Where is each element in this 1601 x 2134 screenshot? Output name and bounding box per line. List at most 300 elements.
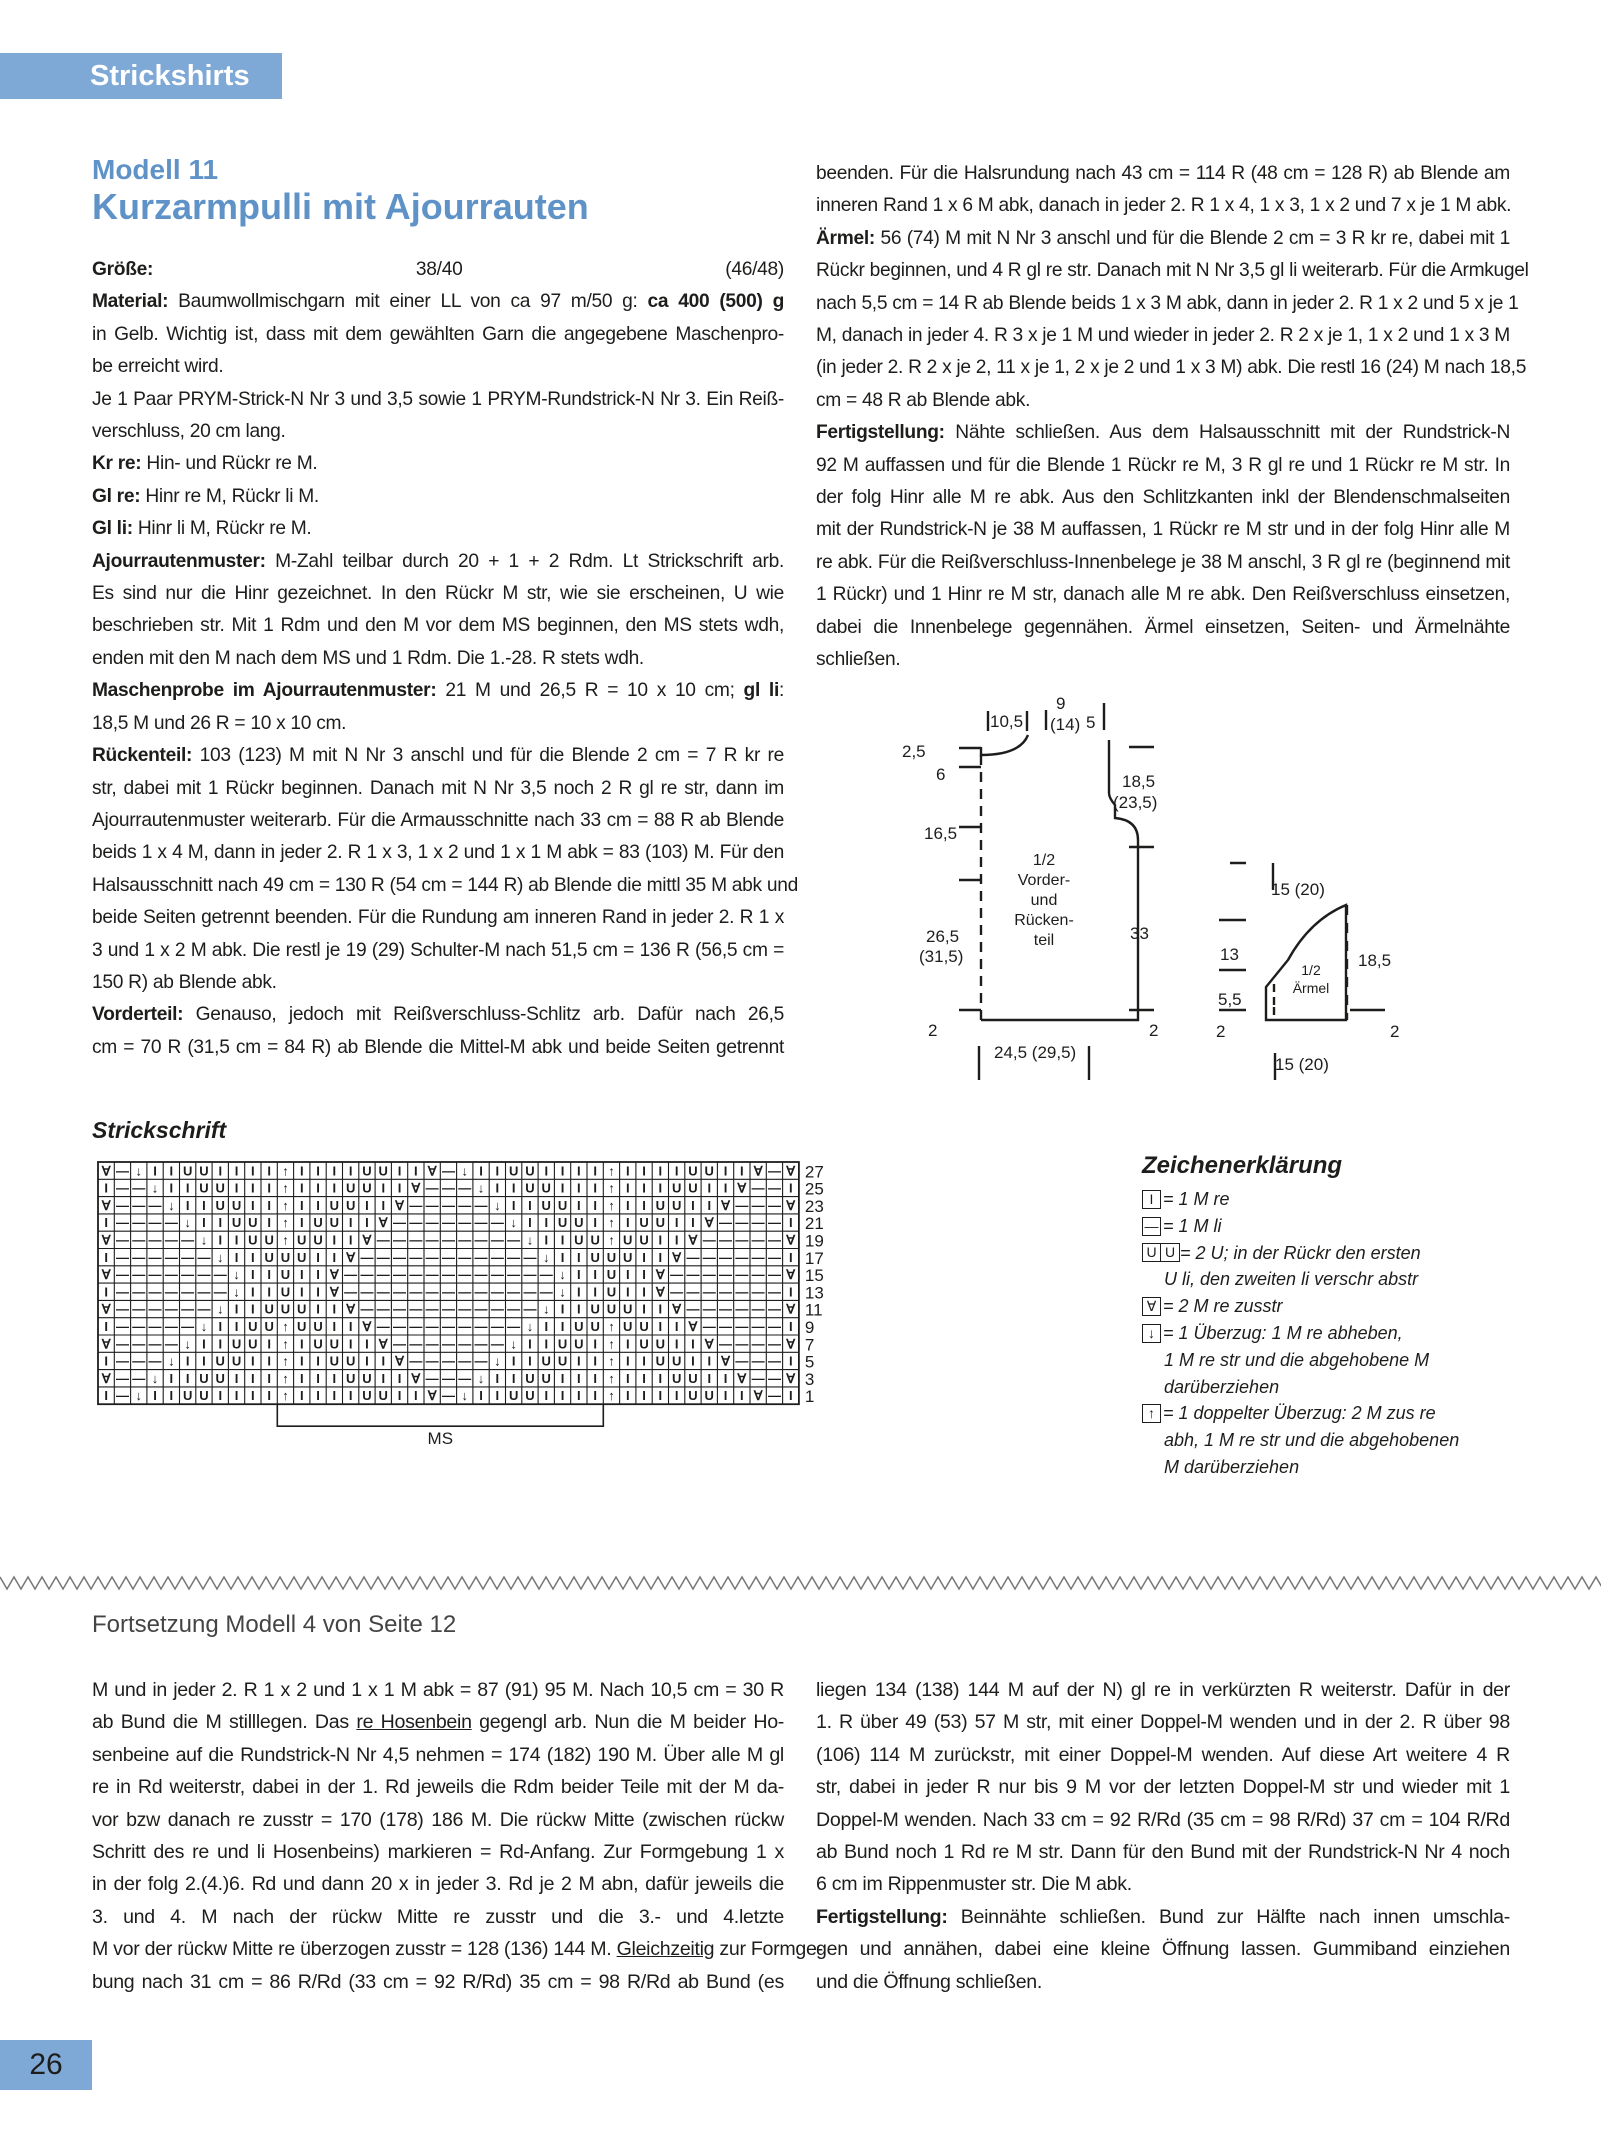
chart-stitch-symbol: ↓	[184, 1215, 191, 1231]
chart-stitch-symbol: I	[479, 1388, 483, 1404]
chart-stitch-symbol: —	[360, 1267, 374, 1283]
chart-stitch-symbol: I	[169, 1180, 174, 1196]
text-line: Fertigstellung: Beinnähte schließen. Bund zur Hälfte nach innen umschla-	[816, 1905, 1510, 1928]
chart-stitch-symbol: I	[625, 1180, 630, 1196]
chart-stitch-symbol: ↓	[477, 1370, 485, 1386]
chart-stitch-symbol: ∀	[655, 1267, 665, 1283]
chart-stitch-symbol: ∀	[329, 1284, 339, 1300]
chart-stitch-symbol: —	[441, 1336, 455, 1352]
dim-6: 6	[936, 765, 946, 784]
text-line: cm = 70 R (31,5 cm = 84 R) ab Blende die Mittel-M abk und beide Seiten getrennt	[92, 1036, 784, 1058]
chart-stitch-symbol: I	[577, 1388, 581, 1404]
chart-stitch-symbol: I	[365, 1197, 369, 1213]
chart-stitch-symbol: ↓	[526, 1232, 534, 1248]
chart-stitch-symbol: I	[267, 1163, 271, 1179]
chart-stitch-symbol: —	[164, 1267, 178, 1283]
chart-stitch-symbol: U	[525, 1388, 535, 1404]
chart-stitch-symbol: ↓	[151, 1180, 159, 1196]
chart-stitch-symbol: —	[132, 1301, 146, 1317]
chart-stitch-symbol: I	[169, 1388, 174, 1404]
chart-row-number: 11	[804, 1300, 823, 1320]
chart-stitch-symbol: ∀	[101, 1336, 111, 1352]
chart-stitch-symbol: U	[541, 1353, 551, 1369]
chart-stitch-symbol: I	[267, 1215, 271, 1231]
chart-stitch-symbol: —	[751, 1353, 765, 1369]
chart-stitch-symbol: I	[593, 1197, 597, 1213]
chart-stitch-symbol: —	[164, 1336, 178, 1352]
chart-stitch-symbol: U	[362, 1370, 372, 1386]
dim-13: 13	[1220, 945, 1239, 964]
chart-stitch-symbol: U	[280, 1249, 291, 1265]
chart-stitch-symbol: —	[148, 1267, 162, 1283]
chart-row-number: 15	[804, 1266, 824, 1286]
chart-stitch-symbol: —	[148, 1215, 162, 1231]
dim-2-5: 2,5	[902, 742, 926, 761]
chart-stitch-symbol: I	[625, 1267, 630, 1283]
chart-stitch-symbol: I	[593, 1180, 597, 1196]
chart-stitch-symbol: —	[115, 1301, 129, 1317]
chart-stitch-symbol: I	[560, 1249, 565, 1265]
chart-stitch-symbol: U	[639, 1232, 649, 1248]
chart-stitch-symbol: I	[691, 1336, 695, 1352]
legend-item: ∀ = 2 M re zusstr	[1142, 1293, 1562, 1320]
chart-stitch-symbol: ↓	[200, 1319, 208, 1334]
chart-stitch-symbol: I	[381, 1197, 386, 1213]
chart-stitch-symbol: U	[623, 1232, 633, 1248]
chart-stitch-symbol: U	[688, 1163, 698, 1179]
chart-stitch-symbol: I	[707, 1370, 712, 1386]
chart-row-number: 25	[804, 1179, 824, 1199]
chart-stitch-symbol: U	[671, 1197, 682, 1213]
chart-stitch-symbol: I	[234, 1301, 239, 1317]
chart-stitch-symbol: —	[148, 1249, 162, 1265]
continuation-heading: Fortsetzung Modell 4 von Seite 12	[92, 1611, 457, 1638]
chart-stitch-symbol: ↑	[282, 1353, 289, 1369]
text-line: Rückr beginnen, und 4 R gl re str. Danach mit N Nr 3,5 gl li weiterarb. Für die Armkugel	[816, 260, 1529, 282]
chart-stitch-symbol: U	[590, 1232, 600, 1248]
knitting-chart	[96, 1160, 1076, 1520]
chart-stitch-symbol: ∀	[101, 1267, 111, 1283]
chart-stitch-symbol: U	[231, 1197, 242, 1213]
chart-stitch-symbol: U	[557, 1197, 568, 1213]
chart-stitch-symbol: U	[248, 1319, 258, 1334]
chart-stitch-symbol: I	[169, 1370, 174, 1386]
chart-stitch-symbol: I	[299, 1388, 304, 1404]
body-label-2: Vorder-	[1017, 872, 1071, 889]
chart-stitch-symbol: I	[267, 1197, 271, 1213]
chart-stitch-symbol: U	[345, 1197, 356, 1213]
chart-stitch-symbol: ↓	[233, 1267, 240, 1283]
chart-stitch-symbol: I	[625, 1197, 630, 1213]
text-line: cm = 48 R ab Blende abk.	[816, 389, 1031, 411]
chart-stitch-symbol: —	[376, 1267, 390, 1283]
text-line: Maschenprobe im Ajourrautenmuster: 21 M und 26,5 R = 10 x 10 cm; gl li:	[92, 680, 785, 702]
dim-body-bottom: 24,5 (29,5)	[994, 1043, 1077, 1062]
chart-stitch-symbol: —	[197, 1301, 211, 1317]
chart-stitch-symbol: —	[181, 1232, 195, 1248]
dim-body-right-2: 2	[1149, 1021, 1159, 1040]
chart-stitch-symbol: U	[688, 1370, 698, 1386]
chart-stitch-symbol: I	[707, 1180, 712, 1196]
chart-stitch-symbol: —	[458, 1249, 472, 1265]
text-line: M, danach in jeder 4. R 3 x je 1 M und wieder in jeder 2. R 2 x je 1, 1 x 2 und 1 x 3 M	[816, 325, 1510, 347]
text-line: enden mit den M nach dem MS und 1 Rdm. Die 1.-28. R stets wdh.	[92, 647, 644, 669]
chart-stitch-symbol: U	[362, 1163, 372, 1179]
chart-stitch-symbol: I	[104, 1284, 108, 1300]
text-line: senbeine auf die Rundstrick-N Nr 4,5 nehmen = 174 (182) 190 M. Über alle M gl	[92, 1743, 784, 1766]
chart-stitch-symbol: I	[316, 1301, 320, 1317]
chart-stitch-symbol: —	[474, 1232, 488, 1248]
chart-stitch-symbol: I	[642, 1180, 646, 1196]
text-line: Es sind nur die Hinr gezeichnet. In den Rückr M str, wie sie erscheinen, U wie	[92, 583, 784, 605]
chart-stitch-symbol: I	[691, 1353, 695, 1369]
chart-stitch-symbol: —	[393, 1301, 407, 1317]
chart-stitch-symbol: I	[577, 1301, 581, 1317]
chart-stitch-symbol: ∀	[688, 1232, 698, 1248]
chart-stitch-symbol: —	[132, 1267, 146, 1283]
text-line: Gl re: Hinr re M, Rückr li M.	[92, 485, 319, 507]
chart-stitch-symbol: ↑	[608, 1232, 615, 1248]
chart-stitch-symbol: ∀	[427, 1163, 437, 1179]
chart-stitch-symbol: ∀	[737, 1180, 747, 1196]
chart-stitch-symbol: ↑	[282, 1180, 289, 1196]
text-line: nach 5,5 cm = 14 R ab Blende beids 1 x 3 M abk, dann in jeder 2. R 1 x 2 und 5 x je 1	[816, 292, 1519, 314]
chart-stitch-symbol: —	[474, 1284, 488, 1300]
chart-stitch-symbol: U	[215, 1197, 225, 1213]
chart-stitch-symbol: I	[299, 1267, 304, 1283]
chart-stitch-symbol: ∀	[672, 1301, 682, 1317]
chart-stitch-symbol: I	[658, 1232, 663, 1248]
chart-stitch-symbol: ∀	[395, 1353, 405, 1369]
text-line: vor bzw danach re zusstr = 170 (178) 186 M. Die rückw Mitte (zwischen rückw	[92, 1808, 784, 1831]
chart-stitch-symbol: I	[316, 1180, 320, 1196]
chart-stitch-symbol: U	[671, 1180, 682, 1196]
chart-stitch-symbol: U	[590, 1249, 600, 1265]
legend-symbol-icon: ∀	[1142, 1297, 1161, 1316]
text-line: 92 M auffassen und für die Blende 1 Rückr re M, 3 R gl re und 1 Rückr re M str. In	[816, 454, 1510, 476]
chart-stitch-symbol: —	[735, 1249, 749, 1265]
chart-stitch-symbol: —	[702, 1319, 716, 1334]
chart-stitch-symbol: I	[397, 1163, 402, 1179]
chart-stitch-symbol: I	[153, 1388, 157, 1404]
chart-stitch-symbol: I	[348, 1215, 353, 1231]
chart-stitch-symbol: I	[299, 1336, 304, 1352]
chart-stitch-symbol: I	[414, 1163, 418, 1179]
legend-item-continuation: 1 M re str und die abgehobene M	[1164, 1349, 1430, 1370]
chart-stitch-symbol: I	[218, 1232, 223, 1248]
chart-stitch-symbol: ∀	[672, 1249, 682, 1265]
chart-stitch-symbol: ↓	[151, 1370, 159, 1386]
chart-stitch-symbol: ↓	[461, 1388, 468, 1404]
chart-stitch-symbol: I	[560, 1180, 565, 1196]
chart-stitch-symbol: ∀	[378, 1215, 388, 1231]
chart-stitch-symbol: U	[378, 1163, 388, 1179]
chart-stitch-symbol: —	[148, 1197, 162, 1213]
chart-stitch-symbol: I	[511, 1197, 516, 1213]
chart-stitch-symbol: ∀	[786, 1197, 796, 1213]
chart-stitch-symbol: I	[511, 1180, 516, 1196]
chart-stitch-symbol: ∀	[101, 1301, 111, 1317]
chart-stitch-symbol: U	[688, 1180, 698, 1196]
chart-stitch-symbol: ∀	[786, 1163, 796, 1179]
chart-stitch-symbol: I	[185, 1197, 190, 1213]
chart-stitch-symbol: I	[691, 1197, 695, 1213]
chart-stitch-symbol: —	[523, 1249, 537, 1265]
chart-stitch-symbol: U	[639, 1319, 649, 1334]
chart-stitch-symbol: —	[164, 1319, 178, 1334]
chart-stitch-symbol: —	[132, 1336, 146, 1352]
chart-stitch-symbol: I	[642, 1249, 646, 1265]
chart-row-number: 13	[804, 1283, 824, 1303]
chart-stitch-symbol: I	[348, 1232, 353, 1248]
chart-stitch-symbol: I	[577, 1249, 581, 1265]
chart-stitch-symbol: —	[132, 1353, 146, 1369]
chart-stitch-symbol: U	[215, 1180, 225, 1196]
chart-stitch-symbol: I	[397, 1180, 402, 1196]
text-line: str, dabei in jeder R nur bis 9 M vor der letzten Doppel-M str und wieder mit 1	[816, 1776, 1510, 1799]
chart-stitch-symbol: I	[299, 1370, 304, 1386]
chart-stitch-symbol: ↓	[184, 1336, 191, 1352]
chart-stitch-symbol: ∀	[101, 1370, 111, 1386]
text-line: schließen.	[816, 649, 901, 671]
size-schematic	[880, 680, 1440, 1100]
chart-stitch-symbol: U	[688, 1388, 698, 1404]
chart-stitch-symbol: —	[441, 1370, 455, 1386]
chart-stitch-symbol: —	[115, 1319, 129, 1334]
chart-stitch-symbol: U	[264, 1232, 274, 1248]
chart-stitch-symbol: —	[132, 1232, 146, 1248]
chart-stitch-symbol: —	[425, 1301, 439, 1317]
chart-stitch-symbol: I	[104, 1215, 108, 1231]
chart-stitch-symbol: ↓	[559, 1284, 566, 1300]
chart-stitch-symbol: —	[441, 1197, 455, 1213]
chart-stitch-symbol: —	[148, 1353, 162, 1369]
chart-stitch-symbol: I	[642, 1284, 646, 1300]
sleeve-label-1: 1/2	[1301, 962, 1321, 978]
chart-stitch-symbol: —	[735, 1232, 749, 1248]
legend-item-continuation: M darüberziehen	[1164, 1456, 1300, 1477]
body-label-5: teil	[1033, 932, 1055, 949]
chart-stitch-symbol: —	[213, 1284, 227, 1300]
chart-stitch-symbol: —	[213, 1267, 227, 1283]
chart-stitch-symbol: I	[528, 1353, 532, 1369]
dim-sleeve-left-2: 2	[1216, 1022, 1226, 1041]
chart-stitch-symbol: ↑	[608, 1163, 615, 1179]
chart-stitch-symbol: I	[642, 1301, 646, 1317]
chart-stitch-symbol: —	[751, 1197, 765, 1213]
chart-stitch-symbol: I	[560, 1163, 565, 1179]
chart-stitch-symbol: —	[409, 1319, 423, 1334]
chart-stitch-symbol: ↓	[510, 1336, 517, 1352]
chart-stitch-symbol: I	[625, 1163, 630, 1179]
chart-stitch-symbol: ∀	[395, 1197, 405, 1213]
chart-stitch-symbol: U	[280, 1284, 291, 1300]
chart-stitch-symbol: ∀	[101, 1163, 111, 1179]
chart-stitch-symbol: ∀	[688, 1319, 698, 1334]
chart-stitch-symbol: I	[577, 1353, 581, 1369]
chart-stitch-symbol: I	[299, 1353, 304, 1369]
chart-stitch-symbol: —	[719, 1232, 733, 1248]
text-line: Je 1 Paar PRYM-Strick-N Nr 3 und 3,5 sowie 1 PRYM-Rundstrick-N Nr 3. Ein Reiß-	[92, 388, 784, 410]
dim-14: (14)	[1050, 715, 1081, 734]
chart-stitch-symbol: —	[164, 1232, 178, 1248]
chart-stitch-symbol: I	[234, 1163, 239, 1179]
chart-stitch-symbol: —	[751, 1249, 765, 1265]
chart-stitch-symbol: U	[557, 1336, 568, 1352]
chart-stitch-symbol: I	[642, 1267, 646, 1283]
chart-stitch-symbol: U	[199, 1180, 209, 1196]
chart-stitch-symbol: I	[234, 1319, 239, 1334]
chart-stitch-symbol: ↑	[608, 1336, 615, 1352]
chart-stitch-symbol: —	[409, 1232, 423, 1248]
chart-stitch-symbol: I	[251, 1353, 255, 1369]
chart-stitch-symbol: —	[686, 1249, 700, 1265]
chart-stitch-symbol: —	[490, 1319, 504, 1334]
chart-stitch-symbol: —	[181, 1319, 195, 1334]
chart-stitch-symbol: I	[544, 1336, 549, 1352]
chart-row-number: 17	[804, 1248, 824, 1268]
chart-stitch-symbol: ↑	[282, 1319, 289, 1334]
chart-stitch-symbol: U	[297, 1301, 307, 1317]
chart-stitch-symbol: U	[525, 1370, 535, 1386]
chart-stitch-symbol: —	[458, 1215, 472, 1231]
chart-stitch-symbol: —	[490, 1215, 504, 1231]
chart-stitch-symbol: —	[115, 1370, 129, 1386]
chart-stitch-symbol: —	[132, 1180, 146, 1196]
chart-stitch-symbol: I	[316, 1370, 320, 1386]
chart-stitch-symbol: ∀	[346, 1249, 356, 1265]
chart-stitch-symbol: —	[393, 1249, 407, 1265]
chart-stitch-symbol: —	[702, 1284, 716, 1300]
chart-stitch-symbol: —	[474, 1353, 488, 1369]
chart-stitch-symbol: I	[658, 1388, 663, 1404]
chart-stitch-symbol: I	[625, 1215, 630, 1231]
chart-stitch-symbol: —	[393, 1319, 407, 1334]
chart-stitch-symbol: I	[251, 1249, 255, 1265]
text-line: 1 Rückr) und 1 Hinr re M str, danach alle M re abk. Den Reißverschluss einsetzen,	[816, 584, 1510, 606]
chart-stitch-symbol: U	[264, 1249, 274, 1265]
chart-stitch-symbol: U	[590, 1301, 600, 1317]
chart-stitch-symbol: ∀	[378, 1336, 388, 1352]
chart-stitch-symbol: ↑	[282, 1370, 289, 1386]
dim-18-5: 18,5	[1122, 772, 1156, 791]
chart-stitch-symbol: I	[218, 1319, 223, 1334]
dim-16-5: 16,5	[924, 824, 958, 843]
chart-stitch-symbol: —	[719, 1319, 733, 1334]
chart-stitch-symbol: —	[767, 1336, 781, 1352]
chart-stitch-symbol: I	[674, 1215, 679, 1231]
chart-stitch-symbol: I	[593, 1215, 597, 1231]
chart-stitch-symbol: I	[528, 1215, 532, 1231]
chart-stitch-symbol: —	[767, 1180, 781, 1196]
chart-stitch-symbol: —	[507, 1319, 521, 1334]
chart-stitch-symbol: U	[329, 1353, 340, 1369]
chart-stitch-symbol: ∀	[101, 1232, 111, 1248]
chart-stitch-symbol: —	[115, 1215, 129, 1231]
chart-stitch-symbol: —	[735, 1301, 749, 1317]
chart-stitch-symbol: —	[148, 1284, 162, 1300]
chart-stitch-symbol: U	[541, 1180, 551, 1196]
chart-stitch-symbol: —	[490, 1267, 504, 1283]
chart-stitch-symbol: I	[316, 1197, 320, 1213]
chart-stitch-symbol: —	[409, 1336, 423, 1352]
chart-stitch-symbol: I	[544, 1319, 549, 1334]
text-line: M und in jeder 2. R 1 x 2 und 1 x 1 M abk = 87 (91) 95 M. Nach 10,5 cm = 30 R	[92, 1679, 784, 1701]
chart-stitch-symbol: I	[169, 1163, 174, 1179]
chart-stitch-symbol: ∀	[721, 1197, 731, 1213]
text-line: beenden. Für die Halsrundung nach 43 cm = 114 R (48 cm = 128 R) ab Blende am	[816, 163, 1510, 184]
chart-stitch-symbol: I	[740, 1388, 744, 1404]
chart-stitch-symbol: —	[474, 1249, 488, 1265]
text-line: ab Bund die M stilllegen. Das re Hosenbein gegengl arb. Nun die M beider Ho-	[92, 1711, 785, 1734]
legend-symbol-icon: ↓	[1142, 1324, 1161, 1343]
chart-stitch-symbol: —	[441, 1284, 455, 1300]
chart-stitch-symbol: I	[560, 1301, 565, 1317]
chart-stitch-symbol: —	[767, 1319, 781, 1334]
legend-item: I = 1 M re	[1142, 1186, 1562, 1213]
chart-stitch-symbol: —	[719, 1284, 733, 1300]
chart-stitch-symbol: I	[560, 1232, 565, 1248]
chart-stitch-symbol: —	[458, 1197, 472, 1213]
chart-stitch-symbol: I	[202, 1336, 206, 1352]
chart-stitch-symbol: —	[181, 1301, 195, 1317]
chart-stitch-symbol: ↑	[608, 1353, 615, 1369]
chart-stitch-symbol: I	[234, 1388, 239, 1404]
chart-stitch-symbol: I	[202, 1215, 206, 1231]
chart-stitch-symbol: —	[507, 1301, 521, 1317]
chart-stitch-symbol: I	[332, 1301, 337, 1317]
chart-stitch-symbol: —	[409, 1284, 423, 1300]
chart-stitch-symbol: —	[751, 1267, 765, 1283]
chart-stitch-symbol: —	[409, 1353, 423, 1369]
chart-stitch-symbol: —	[767, 1388, 781, 1404]
chart-row-number: 21	[804, 1214, 824, 1234]
chart-stitch-symbol: —	[751, 1336, 765, 1352]
text-line: in der folg 2.(4.)6. Rd und dann 20 x in jeder 3. Rd je 2 M abn, dafür jeweils die	[92, 1873, 784, 1896]
chart-stitch-symbol: U	[574, 1215, 584, 1231]
chart-stitch-symbol: ↑	[608, 1388, 615, 1404]
chart-stitch-symbol: ↑	[282, 1336, 289, 1352]
chart-stitch-symbol: U	[199, 1388, 209, 1404]
chart-stitch-symbol: I	[202, 1197, 206, 1213]
chart-stitch-symbol: I	[625, 1388, 630, 1404]
chart-stitch-symbol: —	[751, 1370, 765, 1386]
chart-stitch-symbol: —	[376, 1232, 390, 1248]
dim-33: 33	[1130, 924, 1149, 943]
text-line: gen und annähen, dabei eine kleine Öffnung lassen. Gummiband einziehen	[816, 1938, 1510, 1961]
text-line: 3. und 4. M nach der rückw Mitte re zusstr und die 3.- und 4.letzte	[92, 1905, 784, 1928]
chart-stitch-symbol: I	[577, 1370, 581, 1386]
chart-stitch-symbol: U	[182, 1388, 193, 1404]
chart-stitch-symbol: I	[740, 1163, 744, 1179]
chart-stitch-symbol: I	[251, 1163, 255, 1179]
chart-stitch-symbol: ↓	[494, 1353, 501, 1369]
chart-stitch-symbol: —	[425, 1284, 439, 1300]
chart-stitch-symbol: I	[577, 1267, 581, 1283]
chart-stitch-symbol: U	[606, 1284, 617, 1300]
chart-stitch-symbol: I	[723, 1388, 728, 1404]
chart-stitch-symbol: U	[704, 1163, 714, 1179]
chart-stitch-symbol: —	[132, 1370, 146, 1386]
chart-stitch-symbol: I	[528, 1336, 532, 1352]
chart-stitch-symbol: ∀	[753, 1163, 763, 1179]
text-line: re abk. Für die Reißverschluss-Innenbelege je 38 M anschl, 3 R gl re (beginnend mit	[816, 551, 1510, 573]
chart-stitch-symbol: U	[280, 1267, 291, 1283]
chart-stitch-symbol: —	[767, 1215, 781, 1231]
chart-stitch-symbol: —	[409, 1249, 423, 1265]
chart-stitch-symbol: —	[458, 1267, 472, 1283]
chart-stitch-symbol: —	[197, 1249, 211, 1265]
